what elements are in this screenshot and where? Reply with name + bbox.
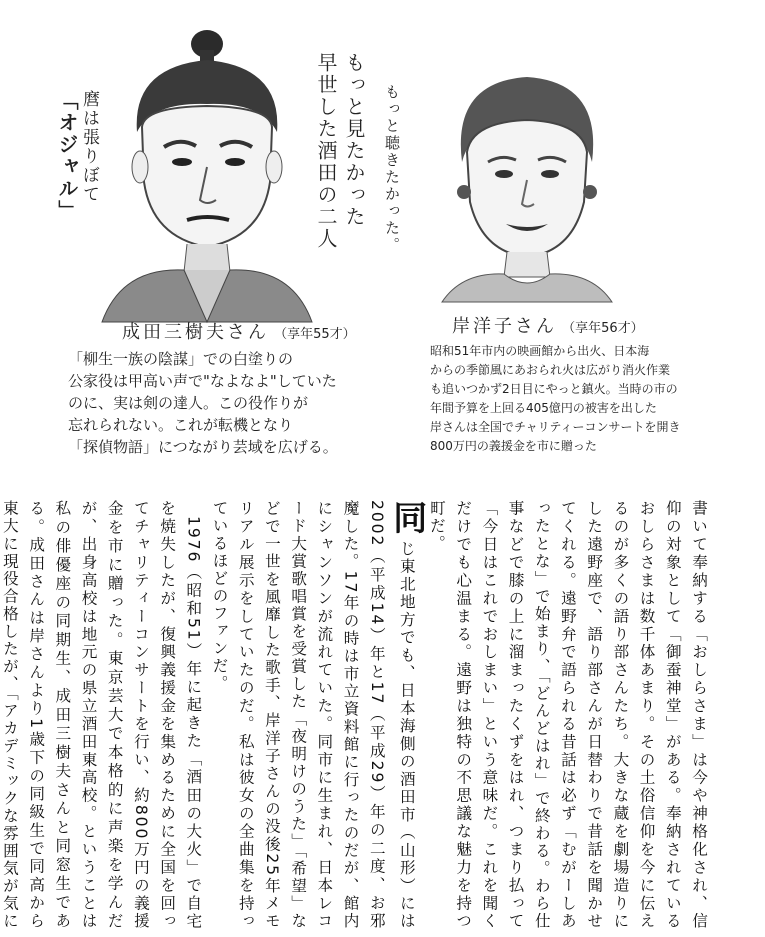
- left-callout: もっと見たかった 早世した酒田の二人: [314, 52, 366, 250]
- kishi-portrait-sketch: [422, 52, 632, 302]
- kishi-name: 岸洋子さん （享年56才）: [452, 316, 644, 337]
- article-paragraph: 1976（昭和51）年に起きた「酒田の大火」で自宅を焼失したが、復興義援金を集めるために全国を回ってチャリティーコンサートを行い、約800万円の義援金を市に贈った。東京芸大で本格的に声楽を学んだが、出身高校は地元の県立酒田東高校。ということは私の俳優座の同期生、成田三樹夫さんと同窓生である。成田さんは岸さんより1歳下の同級生で同高から東大に現役合格したが、「アカデミックな雰囲気が気に: [0, 500, 203, 930]
- narita-caption: 「柳生一族の陰謀」での白塗りの 公家役は甲高い声で"なよなよ"していた のに、実は剣の達人。この役作りが 忘れられない。これが転機となり 「探偵物語」につながり芸域を広げる。: [68, 350, 338, 456]
- right-callout: もっと聴きたかった。: [383, 84, 401, 254]
- article-paragraph: 書いて奉納する「おしらさま」は今や神格化され、信仰の対象として「御蚕神堂」がある。奉納されているおしらさまは数千体あまり。その土俗信仰を今に伝えるのが多くの語り部さんたち。大きな蔵を劇場造りにした遠野座で、語り部さんが日替わりで昔話を聞かせてくれる。遠野弁で語られる昔話は必ず「むがーしあったとな」で始まり、「どんどはれ」で終わる。わら仕事などで膝の上に溜まったくずをはれ、つまり払って「今日はこれでおしまい」という意味だ。これを聞くだけでも心温まる。遠野は独特の不思議な魅力を持つ町だ。: [427, 500, 708, 930]
- narita-portrait-sketch: [92, 22, 322, 322]
- kishi-caption: 昭和51年市内の映画館から出火、日本海 からの季節風にあおられ火は広がり消火作業 も追いつかず2日目にやっと鎮火。当時の市の 年間予算を上回る405億円の被害を出した 岸さんは全国でチャリティーコンサートを開き 800万円の義援金を市に贈った: [430, 344, 681, 453]
- article-paragraph-initial: [206, 500, 427, 930]
- article-paragraph-text: じ東北地方でも、日本海側の酒田市（山形）には2002（平成14）年と17（平成29）年の二度、お邪魔した。17年の時は市立資料館に行ったのだが、館内にシャンソンが流れていた。同市に生まれ、日本レコード大賞歌唱賞を受賞した「夜明けのうた」「希望」などで一世を風靡した歌手、岸洋子さんの没後25年メモリアル展示をしていたのだ。私は彼女の全曲集を持っているほどのファンだ。: [210, 500, 416, 930]
- article-body: [0, 500, 712, 930]
- narita-quote-callout: 麿は張りぼて 「オジャル」: [55, 90, 99, 222]
- illustration-panel: [52, 12, 714, 482]
- drop-initial: 同: [386, 500, 427, 536]
- narita-name: 成田三樹夫さん （享年55才）: [122, 322, 356, 343]
